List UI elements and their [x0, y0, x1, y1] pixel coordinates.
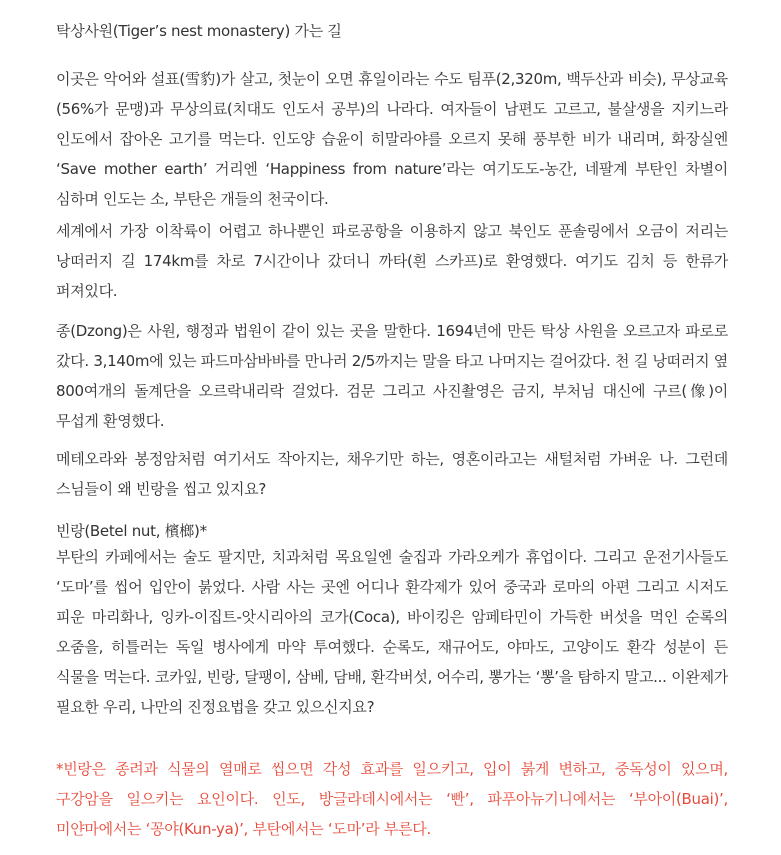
footnote-betel-nut: *빈랑은 종려과 식물의 열매로 씹으면 각성 효과를 일으키고, 입이 붉게 변하고, 중독성이 있으며, 구강암을 일으키는 요인이다. 인도, 방글라데시에서는 ‘빤’, 파푸아뉴기니에서는 ‘부아이(Buai)’, 미얀마에서는 ‘꽁야(Kun-ya)’, 부탄에서는 ‘도마’라 부른다.: [56, 760, 728, 838]
paragraph-reflection: 메테오라와 봉정암처럼 여기서도 작아지는, 채우기만 하는, 영혼이라고는 새털처럼 가벼운 나. 그런데 스님들이 왜 빈랑을 씹고 있지요?: [56, 450, 728, 498]
article-title: 탁상사원(Tiger’s nest monastery) 가는 길: [56, 22, 342, 40]
paragraph-dzong: 종(Dzong)은 사원, 행정과 법원이 같이 있는 곳을 말한다. 1694년에 만든 탁상 사원을 오르고자 파로로 갔다. 3,140m에 있는 파드마삼바바를 만나러 2/5까지는 말을 타고 나머지는 걸어갔다. 천 길 낭떠러지 옆 800여개의 돌계단을 오르락내리락 걸었다. 검문 그리고 사진촬영은 금지, 부처님 대신에 구르(像)이 무섭게 환영했다.: [56, 322, 728, 430]
paragraph-journey: 세계에서 가장 이착륙이 어렵고 하나뿐인 파로공항을 이용하지 않고 북인도 푼솔링에서 오금이 저리는 낭떠러지 길 174km를 차로 7시간이나 갔더니 까타(흰 스카프)로 환영했다. 여기도 김치 등 한류가 퍼져있다.: [56, 222, 728, 300]
section-heading-betel-nut: 빈랑(Betel nut, 檳榔)*: [56, 522, 207, 540]
paragraph-betel-nut: 부탄의 카페에서는 술도 팔지만, 치과처럼 목요일엔 술집과 가라오케가 휴업이다. 그리고 운전기사들도 ‘도마’를 씹어 입안이 붉었다. 사람 사는 곳엔 어디나 환각제가 있어 중국과 로마의 아편 그리고 시저도 피운 마리화나, 잉카-이집트-앗시리아의 코가(Coca), 바이킹은 암페타민이 가득한 버섯을 먹인 순록의 오줌을, 히틀러는 독일 병사에게 마약 투여했다. 순록도, 재규어도, 야마도, 고양이도 환각 성분이 든 식물을 먹는다. 코카잎, 빈랑, 달팽이, 삼베, 담배, 환각버섯, 어수리, 뽕가는 ‘뽕’을 탐하지 말고... 이완제가 필요한 우리, 나만의 진정요법을 갖고 있으신지요?: [56, 548, 728, 716]
paragraph-bhutan-intro: 이곳은 악어와 설표(雪豹)가 살고, 첫눈이 오면 휴일이라는 수도 팀푸(2,320m, 백두산과 비슷), 무상교육(56%가 문맹)과 무상의료(치대도 인도서 공부)의 나라다. 여자들이 남편도 고르고, 불살생을 지키느라 인도에서 잡아온 고기를 먹는다. 인도양 습윤이 히말라야를 오르지 못해 풍부한 비가 내리며, 화장실엔 ‘Save mother earth’ 거리엔 ‘Happiness from nature’라는 여기도도-농간, 네팔계 부탄인 차별이 심하며 인도는 소, 부탄은 개들의 천국이다.: [56, 70, 728, 208]
